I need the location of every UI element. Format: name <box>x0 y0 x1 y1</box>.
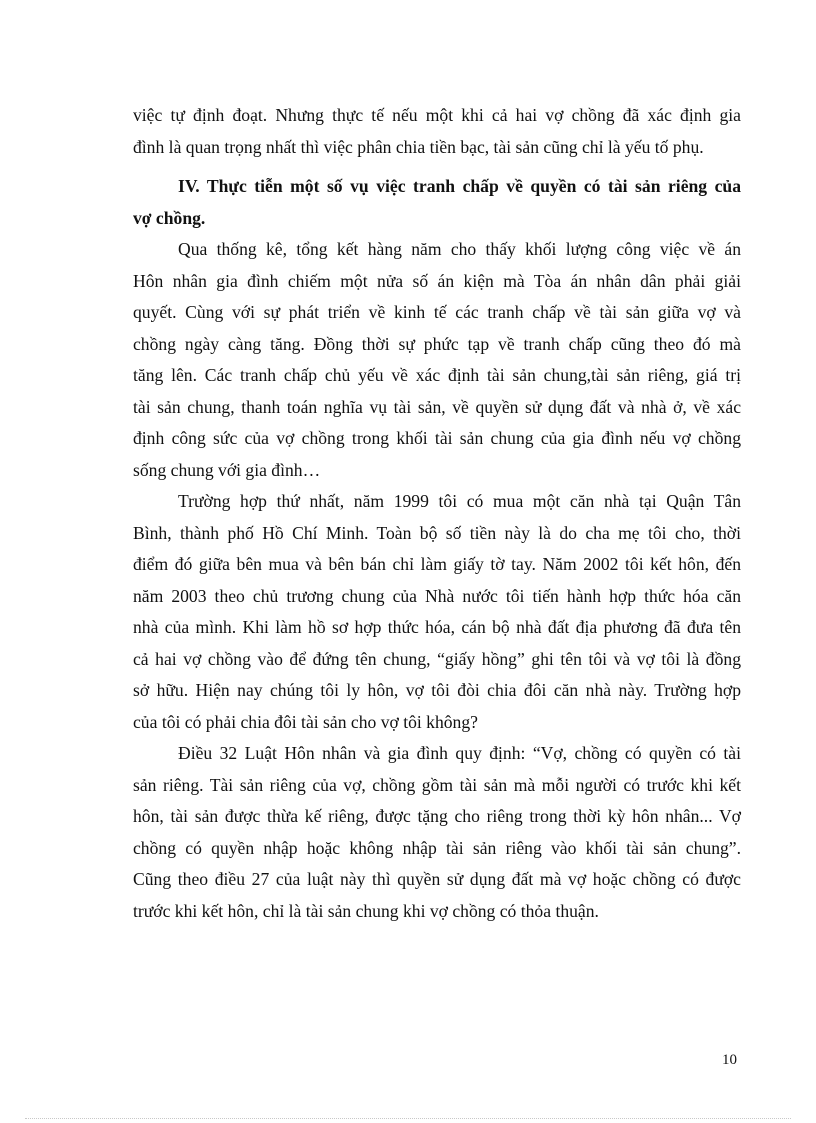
text-line: nhà của mình. Khi làm hồ sơ hợp thức hóa, cán bộ nhà đất địa phương đã đưa tên <box>133 617 741 637</box>
paragraph-case-one <box>133 486 741 738</box>
text-line: trước khi kết hôn, chỉ là tài sản chung khi vợ chồng có thỏa thuận. <box>133 900 599 921</box>
text-line: Hôn nhân gia đình chiếm một nửa số án kiện mà Tòa án nhân dân phải giải <box>133 270 741 291</box>
text-line: Điều 32 Luật Hôn nhân và gia đình quy định: “Vợ, chồng có quyền có tài <box>178 743 741 763</box>
text-line: sản riêng. Tài sản riêng của vợ, chồng gồm tài sản mà mỗi người có trước khi kết <box>133 774 741 795</box>
page-bottom-divider <box>25 1118 791 1119</box>
paragraph-continuation <box>133 100 741 163</box>
text-line: của tôi có phải chia đôi tài sản cho vợ tôi không? <box>133 711 478 732</box>
text-line: tài sản chung, thanh toán nghĩa vụ tài sản, về quyền sử dụng đất và nhà ở, về xác <box>133 396 741 417</box>
text-line: sở hữu. Hiện nay chúng tôi ly hôn, vợ tôi đòi chia đôi căn nhà này. Trường hợp <box>133 680 741 700</box>
text-line: năm 2003 theo chủ trương chung của Nhà nước tôi tiến hành hợp thức hóa căn <box>133 585 741 606</box>
text-line: hôn, tài sản được thừa kế riêng, được tặng cho riêng trong thời kỳ hôn nhân... Vợ <box>133 806 741 826</box>
text-line: tăng lên. Các tranh chấp chủ yếu về xác định tài sản chung,tài sản riêng, giá trị <box>133 365 741 385</box>
section-heading <box>133 171 741 234</box>
text-line: chồng có quyền nhập hoặc không nhập tài sản riêng vào khối tài sản chung”. <box>133 837 741 858</box>
page-number: 10 <box>722 1052 737 1068</box>
text-line: cả hai vợ chồng vào để đứng tên chung, “giấy hồng” ghi tên tôi và vợ tôi là đồng <box>133 648 741 669</box>
heading-line: vợ chồng. <box>133 207 206 228</box>
paragraph-statistics <box>133 234 741 486</box>
text-line: Bình, thành phố Hồ Chí Minh. Toàn bộ số tiền này là do cha mẹ tôi cho, thời <box>133 522 741 543</box>
text-line: điểm đó giữa bên mua và bên bán chỉ làm giấy tờ tay. Năm 2002 tôi kết hôn, đến <box>133 554 741 574</box>
text-line: quyết. Cùng với sự phát triển về kinh tế các tranh chấp về tài sản giữa vợ và <box>133 302 741 322</box>
text-line: chồng ngày càng tăng. Đồng thời sự phức tạp về tranh chấp cũng theo đó mà <box>133 333 741 354</box>
text-line: định công sức của vợ chồng trong khối tài sản chung của gia đình nếu vợ chồng <box>133 428 741 448</box>
heading-line: IV. Thực tiễn một số vụ việc tranh chấp về quyền có tài sản riêng của <box>178 176 741 196</box>
paragraph-article-32 <box>133 738 741 927</box>
text-line: đình là quan trọng nhất thì việc phân chia tiền bạc, tài sản cũng chỉ là yếu tố phụ. <box>133 136 704 157</box>
text-line: việc tự định đoạt. Nhưng thực tế nếu một khi cả hai vợ chồng đã xác định gia <box>133 105 741 125</box>
text-line: Trường hợp thứ nhất, năm 1999 tôi có mua một căn nhà tại Quận Tân <box>178 491 741 511</box>
text-line: Qua thống kê, tổng kết hàng năm cho thấy khối lượng công việc về án <box>178 239 741 259</box>
page-body <box>133 100 741 927</box>
text-line: sống chung với gia đình… <box>133 459 321 480</box>
text-line: Cũng theo điều 27 của luật này thì quyền sử dụng đất mà vợ hoặc chồng có được <box>133 869 741 889</box>
